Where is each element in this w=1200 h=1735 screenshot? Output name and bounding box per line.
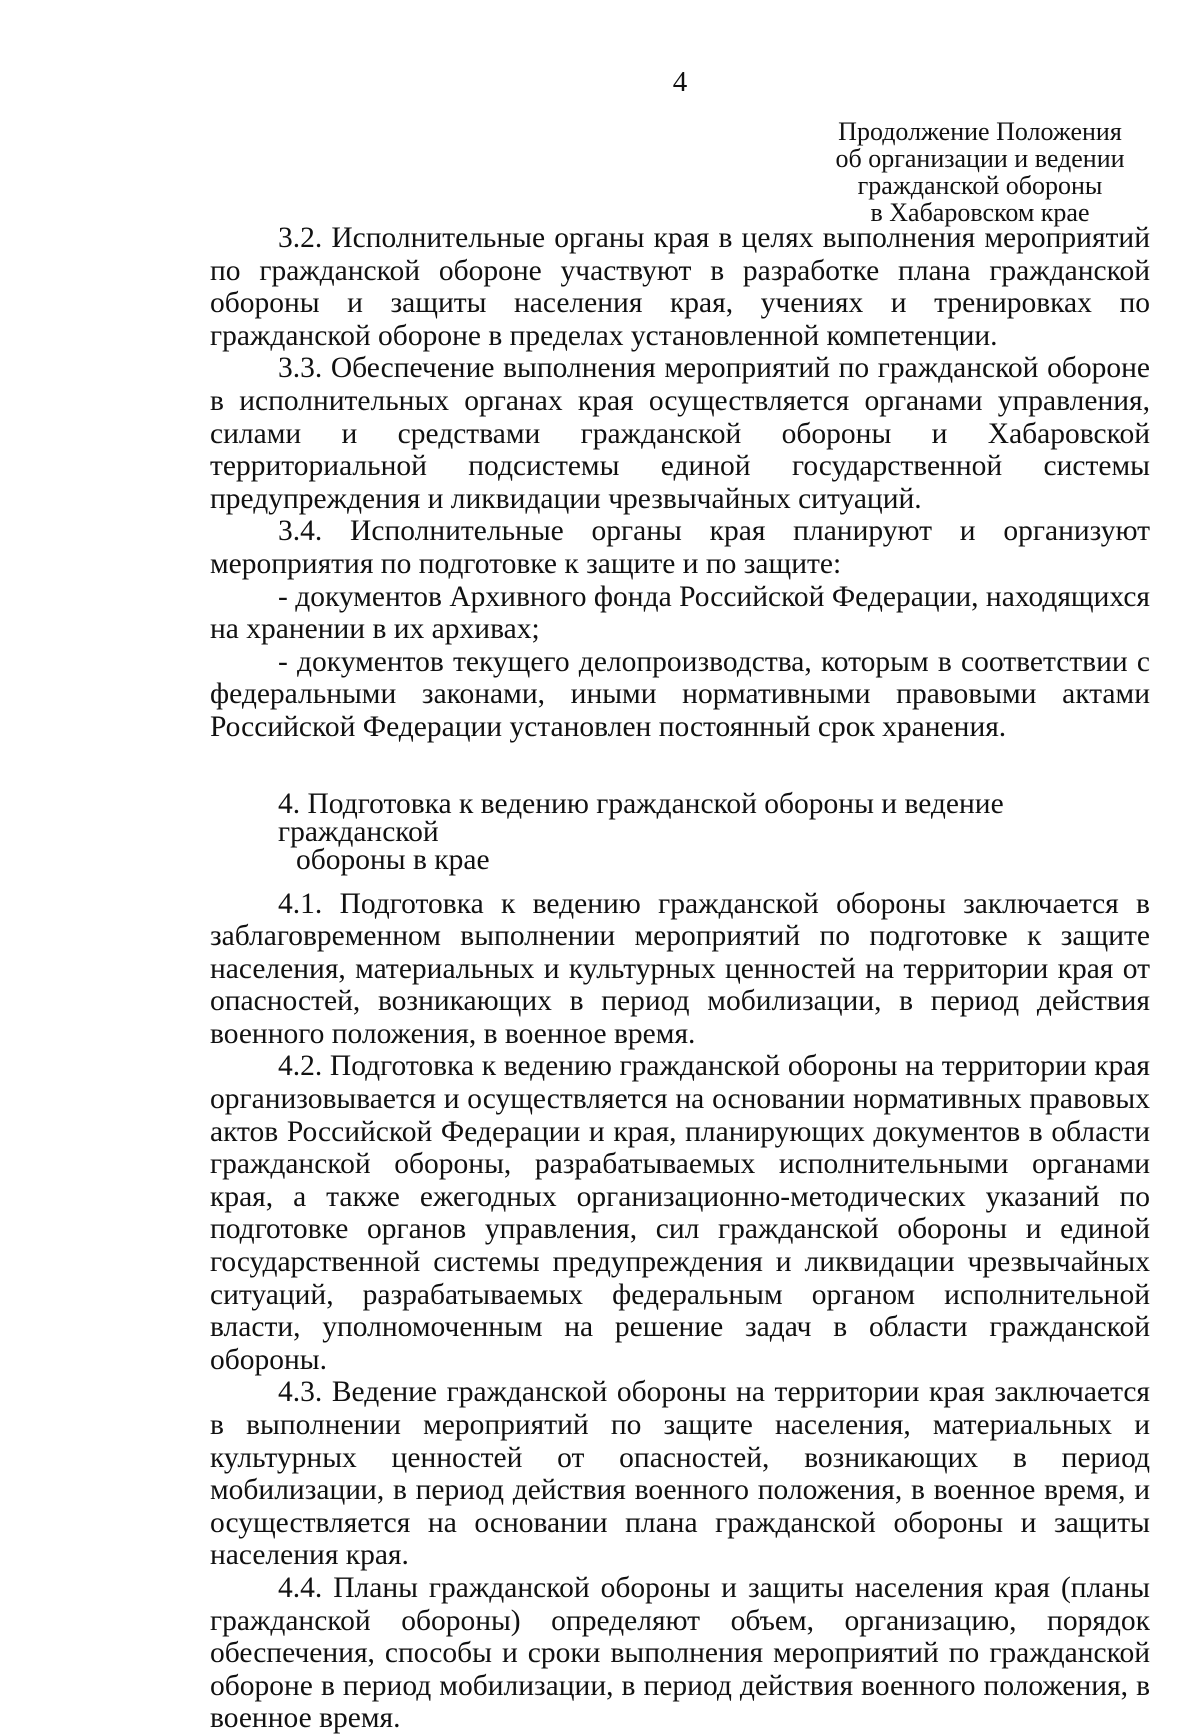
continuation-line: об организации и ведении (835, 144, 1125, 173)
list-item-archive-fund: - документов Архивного фонда Российской Федерации, находящихся на хранении в их архивах; (210, 580, 1150, 646)
document-body (210, 222, 1150, 1735)
continuation-line: в Хабаровском крае (870, 198, 1090, 227)
continuation-line: гражданской обороны (857, 171, 1103, 200)
list-item-current-records: - документов текущего делопроизводства, которым в соответствии с федеральными законами, иными нормативными правовыми актами Российской Федерации установлен постоянный срок хранения. (210, 645, 1150, 743)
paragraph-3-2: 3.2. Исполнительные органы края в целях выполнения мероприятий по гражданской обороне участвуют в разработке плана гражданской обороны и защиты населения края, учениях и тренировках по гражданской обороне в пределах установленной компетенции. (210, 222, 1150, 352)
paragraph-3-4: 3.4. Исполнительные органы края планируют и организуют мероприятия по подготовке к защите и по защите: (210, 515, 1150, 580)
continuation-line: Продолжение Положения (838, 117, 1122, 146)
section-4-heading-line1: 4. Подготовка к ведению гражданской обороны и ведение гражданской (278, 787, 1004, 848)
continuation-header (810, 118, 1150, 226)
page-number: 4 (672, 66, 688, 98)
paragraph-4-4: 4.4. Планы гражданской обороны и защиты населения края (планы гражданской обороны) определяют объем, организацию, порядок обеспечения, способы и сроки выполнения мероприятий по гражданской обороне в период мобилизации, в период действия военного положения, в военное время. (210, 1571, 1150, 1735)
section-4-heading-line2: обороны в крае (296, 843, 490, 876)
paragraph-3-3: 3.3. Обеспечение выполнения мероприятий по гражданской обороне в исполнительных органах края осуществляется органами управления, силами и средствами гражданской обороны и Хабаровской территориальной подсистемы единой государственной системы предупреждения и ликвидации чрезвычайных ситуаций. (210, 352, 1150, 515)
paragraph-4-3: 4.3. Ведение гражданской обороны на территории края заключается в выполнении мероприятий по защите населения, материальных и культурных ценностей от опасностей, возникающих в период мобилизации, в период действия военного положения, в военное время, и осуществляется на основании плана гражданской обороны и защиты населения края. (210, 1376, 1150, 1572)
section-4-heading (210, 787, 1150, 876)
paragraph-4-1: 4.1. Подготовка к ведению гражданской обороны заключается в заблаговременном выполнении мероприятий по подготовке к защите населения, материальных и культурных ценностей на территории края от опасностей, возникающих в период мобилизации, в период действия военного положения, в военное время. (210, 887, 1150, 1050)
paragraph-4-2: 4.2. Подготовка к ведению гражданской обороны на территории края организовывается и осуществляется на основании нормативных правовых актов Российской Федерации и края, планирующих документов в области гражданской обороны, разрабатываемых исполнительными органами края, а также ежегодных организационно-методических указаний по подготовке органов управления, сил гражданской обороны и единой государственной системы предупреждения и ликвидации чрезвычайных ситуаций, разрабатываемых федеральным органом исполнительной власти, уполномоченным на решение задач в области гражданской обороны. (210, 1050, 1150, 1376)
